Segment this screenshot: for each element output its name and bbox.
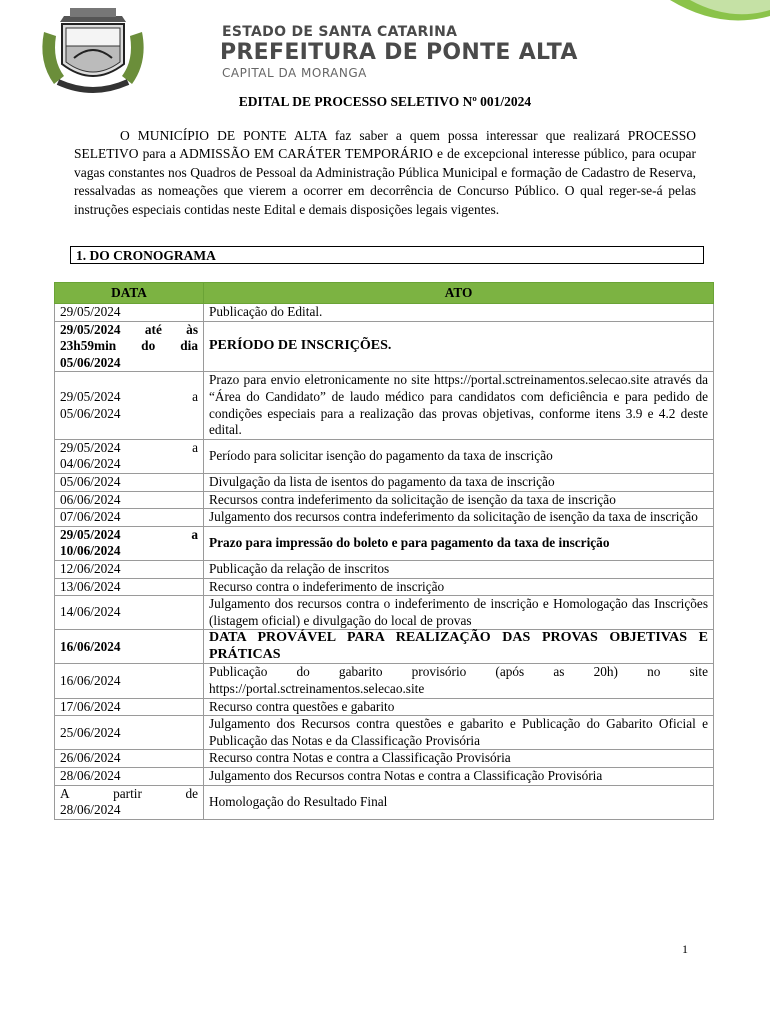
table-row [55,526,714,560]
decorative-swoosh-icon [650,0,770,40]
row-date: 13/06/2024 [55,578,204,596]
row-date: 29/05/2024 a 05/06/2024 [55,372,204,439]
row-date: 25/06/2024 [55,716,204,750]
row-act: Período para solicitar isenção do pagamento da taxa de inscrição [204,439,714,473]
prefeitura-name: PREFEITURA DE PONTE ALTA [220,40,578,65]
municipal-seal-icon [34,2,152,96]
row-date: A partir de 28/06/2024 [55,785,204,819]
row-date: 07/06/2024 [55,509,204,527]
city-motto: CAPITAL DA MORANGA [222,66,367,80]
row-date: 29/05/2024 até às 23h59min do dia 05/06/2024 [55,321,204,372]
row-act: Prazo para envio eletronicamente no site https://portal.sctreinamentos.selecao.site através da “Área do Candidato” de laudo médico para candidatos com deficiência e para pedido de condições especiais para a realização das provas objetivas, conforme itens 3.9 e 4.2 deste edital. [204,372,714,439]
table-row [55,321,714,372]
table-row [55,596,714,630]
row-act: Recurso contra questões e gabarito [204,698,714,716]
row-act: Publicação da relação de inscritos [204,560,714,578]
row-act: Homologação do Resultado Final [204,785,714,819]
schedule-table [54,282,714,820]
table-row [55,473,714,491]
page-number: 1 [682,942,688,956]
row-act: Julgamento dos recursos contra o indeferimento de inscrição e Homologação das Inscrições (listagem oficial) e divulgação do local de provas [204,596,714,630]
row-act: Publicação do Edital. [204,304,714,322]
row-act: Recurso contra Notas e contra a Classificação Provisória [204,750,714,768]
row-date: 05/06/2024 [55,473,204,491]
table-row [55,491,714,509]
row-date: 29/05/2024 a 04/06/2024 [55,439,204,473]
row-date: 26/06/2024 [55,750,204,768]
row-act: DATA PROVÁVEL PARA REALIZAÇÃO DAS PROVAS OBJETIVAS E PRÁTICAS [204,630,714,664]
table-row [55,560,714,578]
row-act: Recursos contra indeferimento da solicitação de isenção da taxa de inscrição [204,491,714,509]
table-header-row [55,283,714,304]
row-date: 29/05/2024 a 10/06/2024 [55,526,204,560]
row-date: 06/06/2024 [55,491,204,509]
row-date: 16/06/2024 [55,664,204,698]
row-act: PERÍODO DE INSCRIÇÕES. [204,321,714,372]
intro-paragraph: O MUNICÍPIO DE PONTE ALTA faz saber a quem possa interessar que realizará PROCESSO SELETIVO para a ADMISSÃO EM CARÁTER TEMPORÁRIO e de excepcional interesse público, para ocupar vagas constantes nos Quadros de Pessoal da Administração Pública Municipal e formação de Cadastro de Reserva, ressalvadas as nomeações que vierem a ocorrer em decorrência de Concurso Público. O qual reger-se-á pelas instruções especiais contidas neste Edital e demais disposições legais vigentes. [74,128,696,217]
table-row [55,768,714,786]
row-date: 12/06/2024 [55,560,204,578]
row-act: Divulgação da lista de isentos do pagamento da taxa de inscrição [204,473,714,491]
table-row [55,750,714,768]
table-row [55,509,714,527]
row-act: Julgamento dos Recursos contra Notas e contra a Classificação Provisória [204,768,714,786]
table-row [55,716,714,750]
row-act: Julgamento dos recursos contra indeferimento da solicitação de isenção da taxa de inscrição [204,509,714,527]
document-title: EDITAL DE PROCESSO SELETIVO Nº 001/2024 [238,94,532,109]
table-row [55,304,714,322]
row-date: 17/06/2024 [55,698,204,716]
row-date: 29/05/2024 [55,304,204,322]
row-act: Publicação do gabarito provisório (após as 20h) no site https://portal.sctreinamentos.selecao.site [204,664,714,698]
table-row [55,630,714,664]
act-column-header: ATO [204,283,714,304]
table-row [55,578,714,596]
table-row [55,698,714,716]
section-heading: 1. DO CRONOGRAMA [70,246,704,264]
letterhead [0,0,770,90]
row-act: Prazo para impressão do boleto e para pagamento da taxa de inscrição [204,526,714,560]
table-row [55,785,714,819]
table-row [55,372,714,439]
table-row [55,439,714,473]
row-act: Recurso contra o indeferimento de inscrição [204,578,714,596]
row-act: Julgamento dos Recursos contra questões e gabarito e Publicação do Gabarito Oficial e Publicação das Notas e da Classificação Provisória [204,716,714,750]
date-column-header: DATA [55,283,204,304]
row-date: 28/06/2024 [55,768,204,786]
table-row [55,664,714,698]
row-date: 16/06/2024 [55,630,204,664]
state-name: ESTADO DE SANTA CATARINA [222,24,458,40]
row-date: 14/06/2024 [55,596,204,630]
